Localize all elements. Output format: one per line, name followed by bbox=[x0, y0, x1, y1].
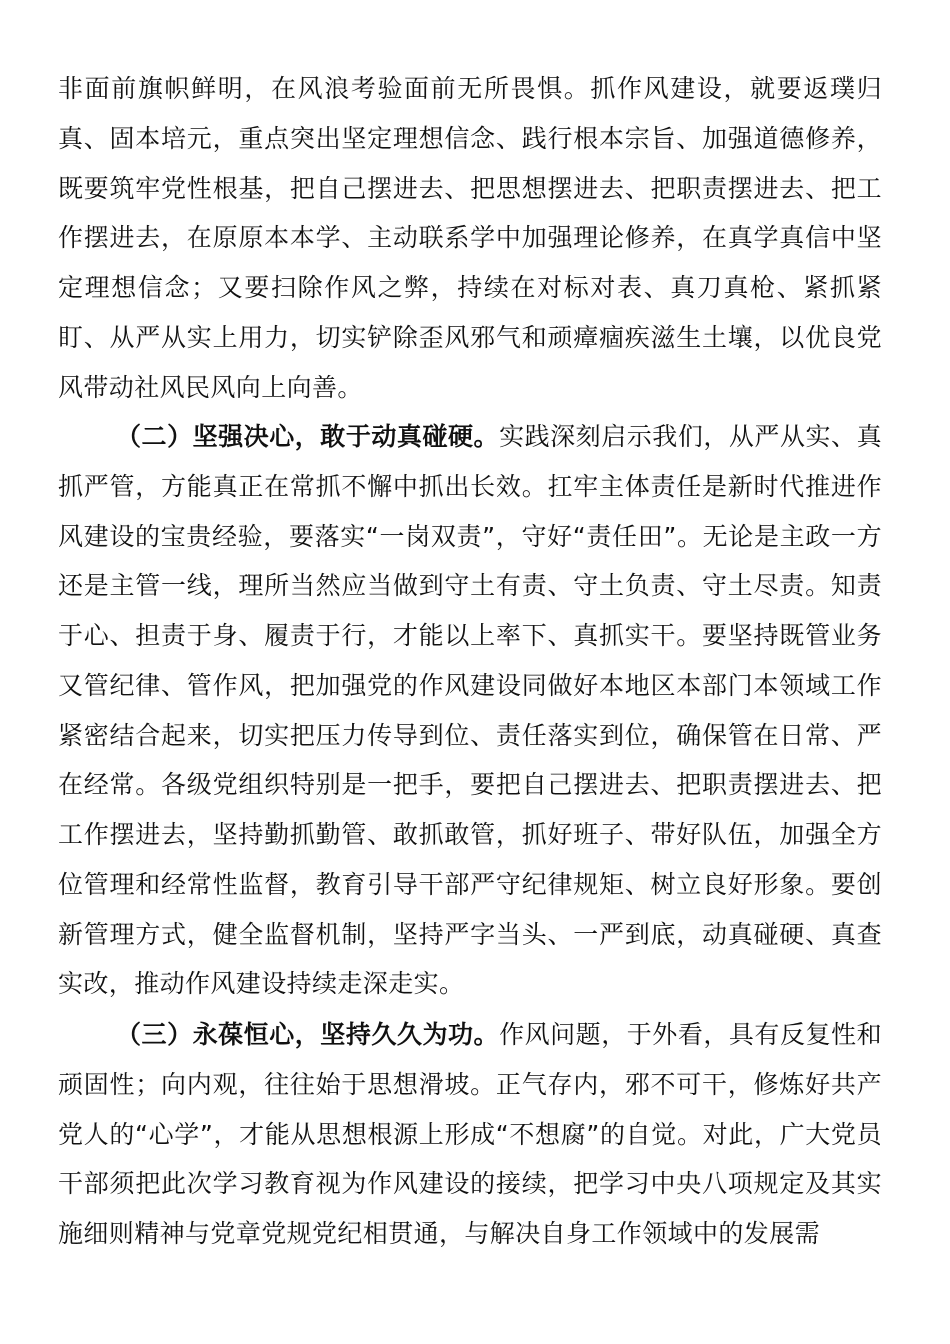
section-2-paragraph bbox=[58, 412, 882, 1009]
section-3-body: 作风问题，于外看，具有反复性和顽固性；向内观，往往始于思想滑坡。正气存内，邪不可干，修炼好共产党人的“心学”，才能从思想根源上形成“不想腐”的自觉。对此，广大党员干部须把此次学习教育视为作风建设的接续，把学习中央八项规定及其实施细则精神与党章党规党纪相贯通，与解决自身工作领域中的发展需 bbox=[58, 1020, 882, 1248]
section-3-heading: （三）永葆恒心，坚持久久为功。 bbox=[116, 1020, 500, 1049]
section-3-paragraph bbox=[58, 1010, 882, 1259]
paragraph-continued: 非面前旗帜鲜明，在风浪考验面前无所畏惧。抓作风建设，就要返璞归真、固本培元，重点突出坚定理想信念、践行根本宗旨、加强道德修养，既要筑牢党性根基，把自己摆进去、把思想摆进去、把职责摆进去、把工作摆进去，在原原本本学、主动联系学中加强理论修养，在真学真信中坚定理想信念；又要扫除作风之弊，持续在对标对表、真刀真枪、紧抓紧盯、从严从实上用力，切实铲除歪风邪气和顽瘴痼疾滋生土壤，以优良党风带动社风民风向上向善。 bbox=[58, 74, 882, 402]
section-2-body: 实践深刻启示我们，从严从实、真抓严管，方能真正在常抓不懈中抓出长效。扛牢主体责任是新时代推进作风建设的宝贵经验，要落实“一岗双责”，守好“责任田”。无论是主政一方还是主管一线，理所当然应当做到守土有责、守土负责、守土尽责。知责于心、担责于身、履责于行，才能以上率下、真抓实干。要坚持既管业务又管纪律、管作风，把加强党的作风建设同做好本地区本部门本领域工作紧密结合起来，切实把压力传导到位、责任落实到位，确保管在日常、严在经常。各级党组织特别是一把手，要把自己摆进去、把职责摆进去、把工作摆进去，坚持勤抓勤管、敢抓敢管，抓好班子、带好队伍，加强全方位管理和经常性监督，教育引导干部严守纪律规矩、树立良好形象。要创新管理方式，健全监督机制，坚持严字当头、一严到底，动真碰硬、真查实改，推动作风建设持续走深走实。 bbox=[58, 422, 882, 999]
section-2-heading: （二）坚强决心，敢于动真碰硬。 bbox=[116, 422, 500, 451]
